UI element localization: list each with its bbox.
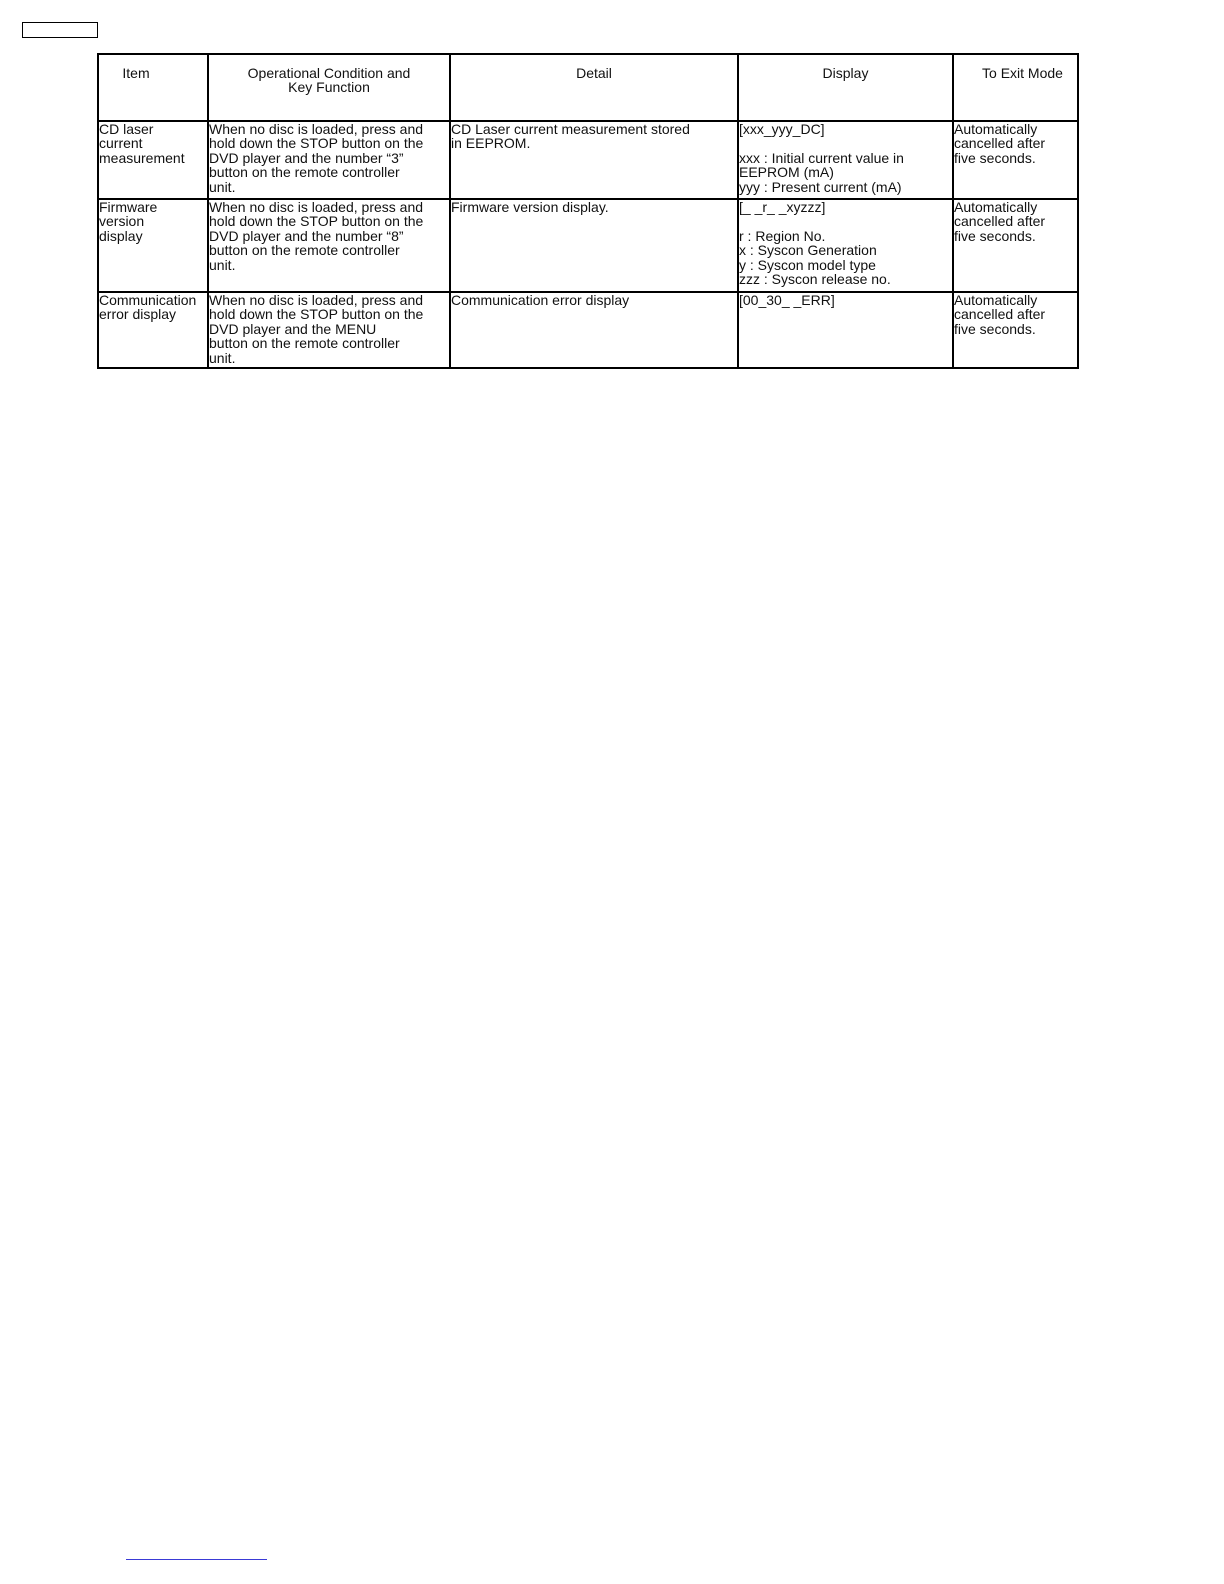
table-row: [98, 199, 1078, 292]
service-mode-table: [97, 53, 1079, 369]
cell-item: Communication error display: [98, 292, 208, 368]
footer-link-underline[interactable]: [126, 1559, 267, 1560]
table-row: [98, 121, 1078, 199]
cell-display: [_ _r_ _xyzzz] r : Region No. x : Syscon Generation y : Syscon model type zzz : Syscon release no.: [738, 199, 953, 292]
cell-exit-mode: Automatically cancelled after five seconds.: [953, 121, 1078, 199]
cell-exit-mode: Automatically cancelled after five seconds.: [953, 199, 1078, 292]
cell-item: CD laser current measurement: [98, 121, 208, 199]
cell-exit-mode: Automatically cancelled after five seconds.: [953, 292, 1078, 368]
cell-condition: When no disc is loaded, press and hold down the STOP button on the DVD player and the MENU button on the remote controller unit.: [208, 292, 450, 368]
table-header-row: [98, 54, 1078, 121]
cell-condition: When no disc is loaded, press and hold down the STOP button on the DVD player and the number “8” button on the remote controller unit.: [208, 199, 450, 292]
header-condition: Operational Condition and Key Function: [208, 54, 450, 121]
table-row: [98, 292, 1078, 368]
cell-display: [xxx_yyy_DC] xxx : Initial current value in EEPROM (mA) yyy : Present current (mA): [738, 121, 953, 199]
cell-detail: Communication error display: [450, 292, 738, 368]
header-display: Display: [738, 54, 953, 121]
cell-item: Firmware version display: [98, 199, 208, 292]
header-item: Item: [98, 54, 208, 121]
cell-condition: When no disc is loaded, press and hold down the STOP button on the DVD player and the number “3” button on the remote controller unit.: [208, 121, 450, 199]
cell-detail: CD Laser current measurement stored in EEPROM.: [450, 121, 738, 199]
header-box: [22, 22, 98, 38]
cell-display: [00_30_ _ERR]: [738, 292, 953, 368]
cell-detail: Firmware version display.: [450, 199, 738, 292]
header-detail: Detail: [450, 54, 738, 121]
header-exit-mode: To Exit Mode: [953, 54, 1078, 121]
